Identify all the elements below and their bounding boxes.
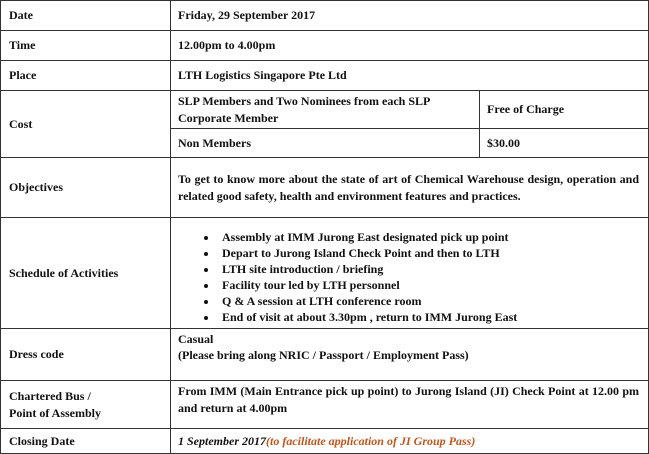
dress-code-value: Casual bbox=[178, 332, 214, 346]
schedule-item: • Depart to Jurong Island Check Point and then to LTH bbox=[218, 245, 517, 261]
schedule-item: • Facility tour led by LTH personnel bbox=[218, 277, 517, 293]
objectives-value: To get to know more about the state of art of Chemical Warehouse design, operation and related good safety, health and environment features and practices. bbox=[178, 171, 639, 203]
closing-date-note: (to facilitate application of JI Group Pass) bbox=[266, 433, 476, 448]
cost-column-divider bbox=[479, 90, 480, 157]
cost-nonmembers-label: Non Members bbox=[178, 135, 251, 150]
bus-label bbox=[9, 381, 101, 428]
date-value: Friday, 29 September 2017 bbox=[178, 8, 316, 22]
schedule-item: • End of visit at about 3.30pm , return to IMM Jurong East bbox=[218, 309, 517, 325]
time-label: Time bbox=[9, 38, 36, 52]
closing-date-value bbox=[178, 429, 639, 453]
table-border-left bbox=[0, 0, 1, 454]
schedule-item: • LTH site introduction / briefing bbox=[218, 261, 517, 277]
place-value: LTH Logistics Singapore Pte Ltd bbox=[178, 68, 347, 82]
bus-label-line2: Point of Assembly bbox=[9, 405, 102, 420]
schedule-label: Schedule of Activities bbox=[9, 265, 119, 280]
bus-label-line1: Chartered Bus / bbox=[9, 388, 91, 403]
cost-nonmembers-price: $30.00 bbox=[487, 135, 520, 150]
time-value: 12.00pm to 4.00pm bbox=[178, 38, 276, 52]
column-divider bbox=[170, 0, 171, 454]
row-divider bbox=[0, 328, 649, 329]
bus-value: From IMM (Main Entrance pick up point) to Jurong Island (JI) Check Point at 12.00 pm and return at 4.00pm bbox=[178, 384, 639, 415]
cost-label: Cost bbox=[9, 116, 33, 131]
schedule-list bbox=[192, 229, 639, 327]
objectives-label: Objectives bbox=[9, 180, 63, 194]
dress-code-note: (Please bring along NRIC / Passport / Employment Pass) bbox=[178, 348, 469, 362]
cost-members-price: Free of Charge bbox=[487, 102, 565, 116]
schedule-item: • Q & A session at LTH conference room bbox=[218, 293, 517, 309]
date-label: Date bbox=[9, 8, 33, 22]
closing-date: 1 September 2017 bbox=[178, 433, 266, 448]
closing-date-label: Closing Date bbox=[9, 433, 75, 448]
cost-members-label: SLP Members and Two Nominees from each SLP Corporate Member bbox=[178, 93, 430, 125]
schedule-item: • Assembly at IMM Jurong East designated pick up point bbox=[218, 229, 517, 245]
dress-code-label: Dress code bbox=[9, 347, 64, 361]
place-label: Place bbox=[9, 68, 37, 82]
